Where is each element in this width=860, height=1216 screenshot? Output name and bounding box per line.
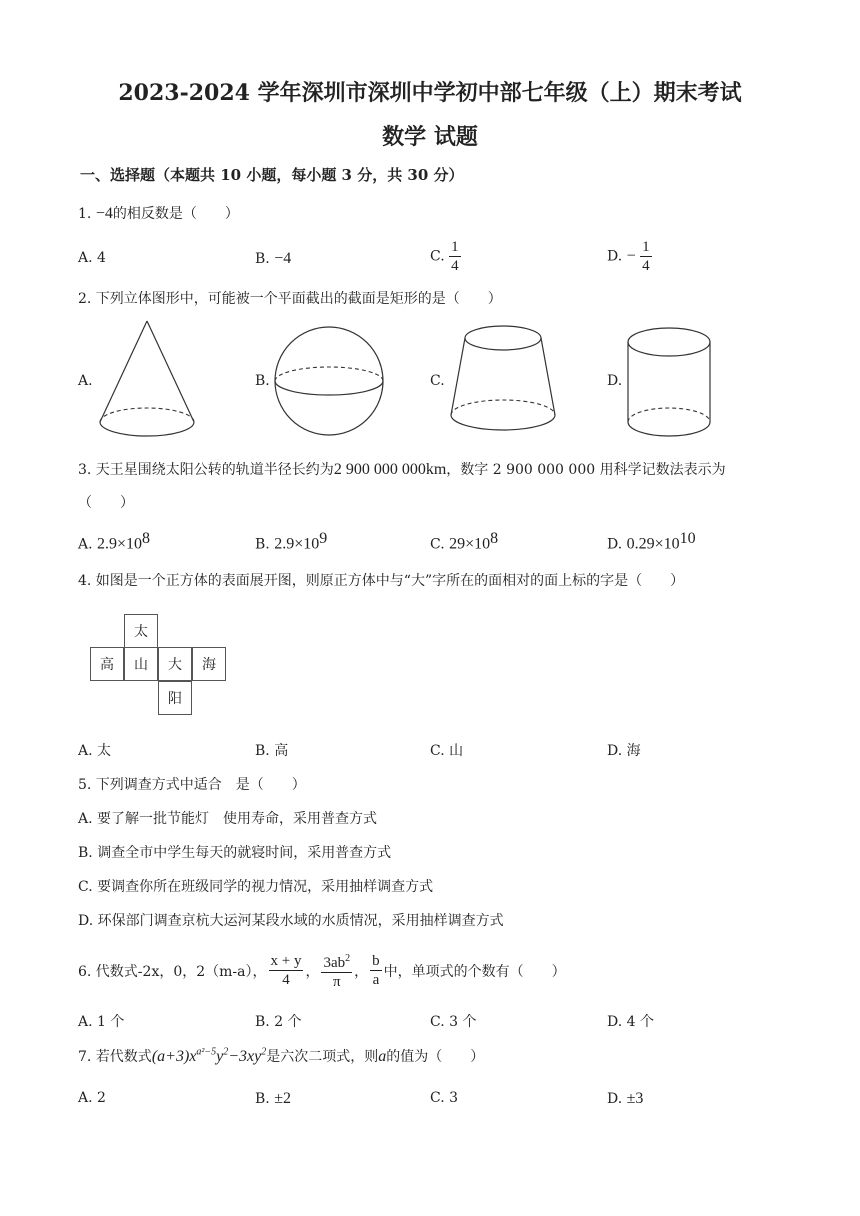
net-cell-bottom: 阳 xyxy=(158,681,192,715)
q1-option-c-label: C. xyxy=(430,248,445,265)
question-6 xyxy=(78,950,566,991)
q7-option-b xyxy=(255,1090,291,1108)
sphere-icon xyxy=(272,324,386,438)
exponent: 2 xyxy=(223,1046,229,1058)
q7-option-d xyxy=(607,1090,643,1108)
q6-fraction-1 xyxy=(269,952,304,989)
exam-title: 2023-2024 学年深圳市深圳中学初中部七年级（上）期末考试 xyxy=(118,80,742,106)
fraction-denominator: 4 xyxy=(451,258,459,274)
q1-expression: −4 xyxy=(95,205,113,222)
q1-option-d-label: D. xyxy=(607,248,623,265)
net-cell-4: 海 xyxy=(192,647,226,681)
q7-expr-part-c: −3xy xyxy=(228,1048,262,1065)
q1-option-b xyxy=(255,250,291,268)
q6-option-b: B. 2 个 xyxy=(255,1014,302,1030)
q6-option-d: D. 4 个 xyxy=(607,1014,654,1030)
exponent: a²−5 xyxy=(196,1046,217,1058)
numerator-text: 3ab xyxy=(323,955,346,971)
fraction-denominator: a xyxy=(372,972,380,988)
q1-option-d xyxy=(607,238,652,275)
fraction-denominator: 4 xyxy=(282,972,290,988)
fraction-denominator: 4 xyxy=(642,258,650,274)
q7-prefix: 7. 若代数式 xyxy=(78,1049,152,1065)
q6-fraction-2 xyxy=(321,950,352,991)
net-cell-1: 高 xyxy=(90,647,124,681)
fraction-numerator xyxy=(321,950,352,973)
q3-number: 2 900 000 000km xyxy=(333,461,447,478)
q6-option-a: A. 1 个 xyxy=(78,1014,125,1030)
fraction-numerator: b xyxy=(372,953,380,969)
q3-option-a xyxy=(78,530,150,554)
question-1 xyxy=(78,203,239,223)
q1-text: 的相反数是（ ） xyxy=(112,206,239,222)
exponent: 2 xyxy=(261,1046,267,1058)
q7-option-a: A. 2 xyxy=(78,1090,106,1106)
q6-separator: ， xyxy=(305,963,320,980)
q7-text-after: 的值为（ ） xyxy=(386,1049,485,1065)
q2-option-b: B. xyxy=(255,373,270,389)
q3-option-c xyxy=(430,530,498,554)
cylinder-icon xyxy=(624,324,714,442)
net-cell-2: 山 xyxy=(124,647,158,681)
q5-option-b: B. 调查全市中学生每天的就寝时间，采用普查方式 xyxy=(78,845,392,861)
exponent: 2 xyxy=(345,953,351,964)
question-3 xyxy=(78,459,726,479)
q3-option-c-label: C. xyxy=(430,536,445,553)
q6-separator: ， xyxy=(354,963,369,980)
q4-option-c: C. 山 xyxy=(430,743,464,759)
exponent: 8 xyxy=(490,530,499,547)
fraction-numerator: 1 xyxy=(642,239,650,255)
fraction-denominator: π xyxy=(333,974,341,990)
q7-option-b-label: B. xyxy=(255,1091,270,1107)
q5-option-c: C. 要调查你所在班级同学的视力情况，采用抽样调查方式 xyxy=(78,879,434,895)
q7-expression xyxy=(152,1048,266,1065)
q3-line-2: （ ） xyxy=(78,495,134,511)
net-cell-3: 大 xyxy=(158,647,192,681)
q3-option-b-value: 2.9×10 xyxy=(274,535,320,553)
q7-expr-part-b: y xyxy=(216,1048,224,1065)
q7-option-d-value: ±3 xyxy=(626,1090,644,1107)
q5-option-a: A. 要了解一批节能灯 使用寿命，采用普查方式 xyxy=(78,811,378,827)
question-4: 4. 如图是一个正方体的表面展开图，则原正方体中与“大”字所在的面相对的面上标的字是（ ） xyxy=(78,573,685,589)
q1-option-b-label: B. xyxy=(255,251,270,267)
q6-option-c: C. 3 个 xyxy=(430,1014,477,1030)
exponent: 10 xyxy=(679,530,696,547)
fraction-numerator: x + y xyxy=(270,953,302,969)
cone-icon xyxy=(96,318,200,442)
q3-option-a-label: A. xyxy=(78,536,93,553)
q3-option-c-value: 29×10 xyxy=(449,535,491,553)
q1-option-c xyxy=(430,238,461,275)
question-5: 5. 下列调查方式中适合 是（ ） xyxy=(78,777,306,793)
section-heading: 一、选择题（本题共 10 小题，每小题 3 分，共 30 分） xyxy=(80,166,464,184)
q7-option-c: C. 3 xyxy=(430,1090,459,1106)
q1-option-b-value: −4 xyxy=(274,250,292,267)
q4-option-b: B. 高 xyxy=(255,743,289,759)
q7-option-d-label: D. xyxy=(607,1091,623,1107)
q3-option-d xyxy=(607,530,696,554)
q1-option-a: A. 4 xyxy=(78,250,106,266)
q6-fraction-3 xyxy=(370,952,382,989)
q1-option-d-sign: − xyxy=(626,247,636,265)
q3-option-d-label: D. xyxy=(607,536,623,553)
exam-subtitle: 数学 试题 xyxy=(382,124,478,150)
q7-expr-part-a: (a+3)x xyxy=(151,1048,197,1065)
q7-variable: a xyxy=(378,1048,387,1065)
q3-text-after: ，数字 2 900 000 000 用科学记数法表示为 xyxy=(446,462,726,478)
q7-option-b-value: ±2 xyxy=(274,1090,291,1107)
q3-option-a-value: 2.9×10 xyxy=(97,535,143,553)
q6-text-after: 中，单项式的个数有（ ） xyxy=(383,963,566,980)
q3-text-before: 3. 天王星围绕太阳公转的轨道半径长约为 xyxy=(78,462,334,478)
exponent: 9 xyxy=(319,530,328,547)
q7-text-mid: 是六次二项式，则 xyxy=(266,1049,379,1065)
fraction-numerator: 1 xyxy=(451,239,459,255)
q3-option-b-label: B. xyxy=(255,536,270,553)
q2-option-a: A. xyxy=(78,373,93,389)
q1-option-c-fraction xyxy=(449,238,461,275)
net-cell-top: 太 xyxy=(124,614,158,648)
q2-option-c: C. xyxy=(430,373,445,389)
question-2: 2. 下列立体图形中，可能被一个平面截出的截面是矩形的是（ ） xyxy=(78,291,502,307)
q4-option-d: D. 海 xyxy=(607,743,641,759)
q1-option-d-fraction xyxy=(640,238,652,275)
q2-option-d: D. xyxy=(607,373,623,389)
question-7 xyxy=(78,1046,484,1066)
q4-option-a: A. 太 xyxy=(78,743,112,759)
frustum-icon xyxy=(448,320,558,442)
q5-option-d: D. 环保部门调查京杭大运河某段水域的水质情况，采用抽样调查方式 xyxy=(78,913,504,929)
q6-text-before: 6. 代数式-2x，0，2（m-a）， xyxy=(78,963,267,980)
exponent: 8 xyxy=(142,530,151,547)
q3-option-b xyxy=(255,530,327,554)
q3-option-d-value: 0.29×10 xyxy=(626,535,680,553)
q1-number: 1. xyxy=(78,206,96,222)
